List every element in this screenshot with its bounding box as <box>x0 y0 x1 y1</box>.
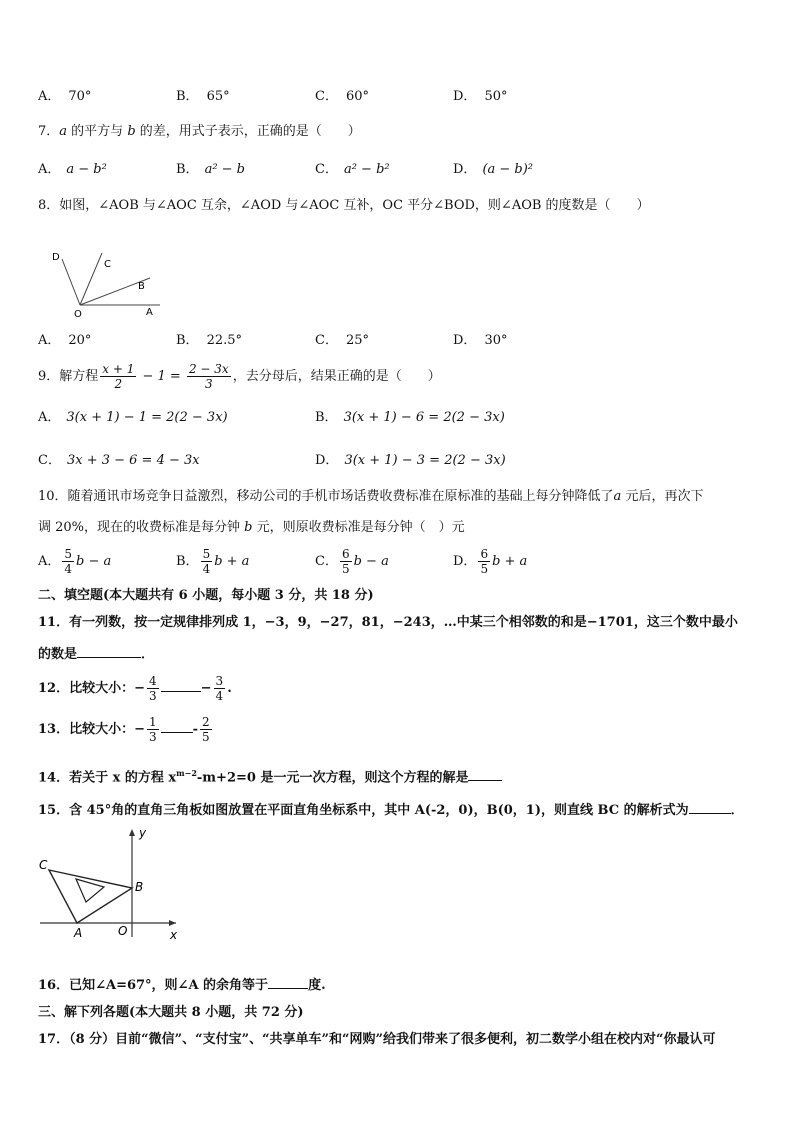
q8-option-d: D． 30° <box>453 333 508 348</box>
q7-option-c: C． a² − b² <box>315 162 390 177</box>
label-a: A <box>74 926 83 940</box>
label-c: C <box>39 858 48 872</box>
q7-option-b: B． a² − b <box>176 162 246 177</box>
q15-question: 15．含 45°角的直角三角板如图放置在平面直角坐标系中，其中 A(-2，0)，B(0，1)，则直线 BC 的解析式为 ． <box>38 803 744 818</box>
q9-question: 9．解方程 $\frac{x + 1}{2}$ − 1 = $\frac{2 - 3x}{3}$ ，去分母后，结果正确的是（ ） <box>38 362 441 391</box>
q14-answer-blank <box>468 768 502 781</box>
q10-option-c: C． $\frac{6}{5}$ b − a <box>315 547 389 576</box>
q11-answer-blank <box>77 645 141 658</box>
q9-option-a: A． 3(x + 1) − 1 = 2(2 − 3x) <box>38 410 228 425</box>
label-x: x <box>170 928 178 942</box>
q9-left-fraction: $\frac{x + 1}{2}$ <box>102 362 135 391</box>
section-2-heading: 二、填空题(本大题共有 6 小题，每小题 3 分，共 18 分) <box>38 588 374 603</box>
q14-question: 14．若关于 x 的方程 $x^{m-2}-m+2=0$ 是一元一次方程，则这个方程的解是 <box>38 764 502 787</box>
label-o: O <box>118 924 128 938</box>
q8-angle-figure <box>40 245 165 320</box>
q13-question: 13．比较大小：− $\frac{1}{3}$ - $\frac{2}{5}$ <box>38 715 210 744</box>
q8-option-c: C． 25° <box>315 333 369 348</box>
ray-oc <box>80 253 102 305</box>
q7-option-a: A． a − b² <box>38 162 107 177</box>
q16-question: 16．已知∠A=67°，则∠A 的余角等于 度. <box>38 978 326 993</box>
q9-right-fraction: $\frac{2 - 3x}{3}$ <box>188 362 229 391</box>
q9-option-c: C． 3x + 3 − 6 = 4 − 3x <box>38 453 200 468</box>
q13-answer-blank <box>161 720 193 733</box>
label-o: O <box>74 309 82 320</box>
q6-option-b: B． 65° <box>176 89 230 104</box>
q15-coordinate-figure <box>36 825 186 943</box>
label-b: B <box>138 281 145 292</box>
q8-option-a: A． 20° <box>38 333 92 348</box>
label-a: A <box>146 307 153 318</box>
section-3-heading: 三、解下列各题(本大题共 8 小题，共 72 分) <box>38 1005 304 1020</box>
q10-option-a: A． $\frac{5}{4}$ b − a <box>38 547 112 576</box>
ray-od <box>62 259 80 305</box>
q8-option-b: B． 22.5° <box>176 333 243 348</box>
q9-option-d: D． 3(x + 1) − 3 = 2(2 − 3x) <box>315 453 506 468</box>
label-y: y <box>139 826 147 840</box>
x-axis-arrow <box>169 920 176 926</box>
triangle-abc <box>49 870 132 923</box>
q6-option-a: A． 70° <box>38 89 92 104</box>
q6-option-c: C． 60° <box>315 89 369 104</box>
q7-option-d: D． (a − b)² <box>453 162 534 177</box>
label-b: B <box>135 880 144 894</box>
q10-line1: 10．随着通讯市场竞争日益激烈，移动公司的手机市场话费收费标准在原标准的基础上每分钟降低了a 元后，再次下 <box>38 489 704 504</box>
q10-line2: 调 20%，现在的收费标准是每分钟 b 元，则原收费标准是每分钟（ ）元 <box>38 520 465 535</box>
q15-answer-blank <box>689 801 731 814</box>
q11-line2: 的数是 ． <box>38 647 155 662</box>
label-c: C <box>104 259 111 270</box>
q7-question: 7．a 的平方与 b 的差，用式子表示，正确的是（ ） <box>38 124 361 139</box>
q9-option-b: B． 3(x + 1) − 6 = 2(2 − 3x) <box>315 410 505 425</box>
q6-option-d: D． 50° <box>453 89 508 104</box>
q8-question: 8．如图，∠AOB 与∠AOC 互余，∠AOD 与∠AOC 互补，OC 平分∠BOD，则∠AOB 的度数是（ ） <box>38 198 650 213</box>
q12-question: 12．比较大小：− $\frac{4}{3}$ − $\frac{3}{4}$ . <box>38 674 232 703</box>
label-d: D <box>52 252 60 263</box>
y-axis-arrow <box>129 829 135 836</box>
q11-line1: 11．有一列数，按一定规律排列成 1，−3，9，−27，81，−243，…中某三个相邻数的和是−1701，这三个数中最小 <box>38 615 738 630</box>
q17-question: 17．（8 分）目前“微信”、“支付宝”、“共享单车”和“网购”给我们带来了很多便利，初二数学小组在校内对“你最认可 <box>38 1032 716 1047</box>
q10-option-d: D． $\frac{6}{5}$ b + a <box>453 547 528 576</box>
q12-answer-blank <box>161 679 201 692</box>
inner-triangle <box>76 879 104 902</box>
q16-answer-blank <box>268 976 308 989</box>
q10-option-b: B． $\frac{5}{4}$ b + a <box>176 547 250 576</box>
